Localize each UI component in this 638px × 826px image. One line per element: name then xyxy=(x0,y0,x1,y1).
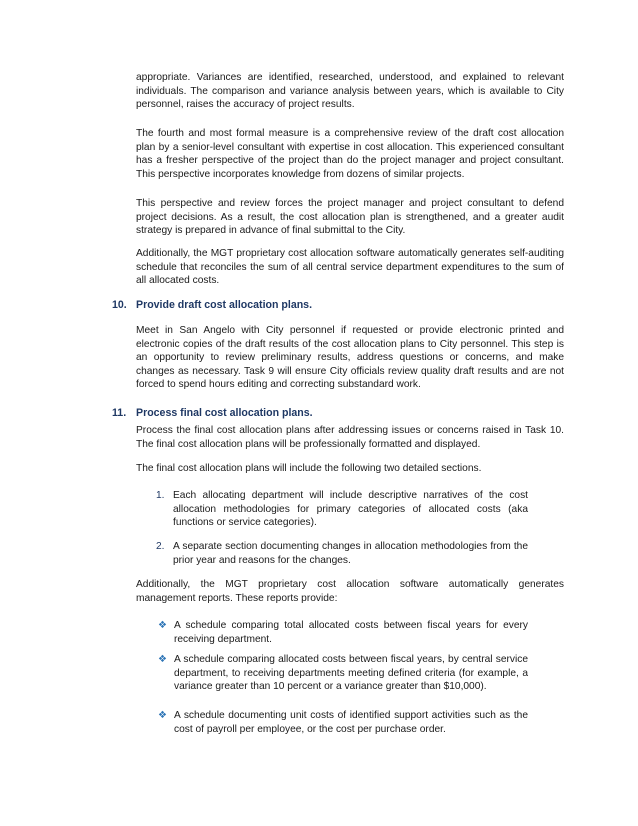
diamond-bullet-icon: ❖ xyxy=(158,710,167,721)
heading-number: 10. xyxy=(112,299,127,311)
paragraph-two-sections: The final cost allocation plans will include the following two detailed sections. xyxy=(136,463,482,474)
paragraph-draft-plans: Meet in San Angelo with City personnel if requested or provide electronic printed and electronic copies of the draft results of the cost allocation plans to City personnel. This step is an opportunity to review preliminary results, address questions or concerns, and make changes as necessary. Task 9 will ensure City officials review quality draft results and are not forced to spend hours editing and correcting substandard work. xyxy=(136,325,564,391)
list-text: A schedule comparing allocated costs between fiscal years, by central service department, to receiving departments meeting defined criteria (for example, a variance greater than 10 percent or a variance greater than $10,000). xyxy=(174,654,528,693)
list-text: Each allocating department will include descriptive narratives of the cost allocation methodologies for primary categories of allocated costs (aka functions or service categories). xyxy=(173,490,528,529)
list-item xyxy=(156,540,528,567)
heading-task-11 xyxy=(112,406,313,420)
list-item xyxy=(158,619,528,646)
paragraph-process-final: Process the final cost allocation plans after addressing issues or concerns raised in Task 10. The final cost allocation plans will be professionally formatted and displayed. xyxy=(136,425,564,450)
heading-number: 11. xyxy=(112,407,127,419)
paragraph-management-reports: Additionally, the MGT proprietary cost allocation software automatically generates management reports. These reports provide: xyxy=(136,579,564,604)
heading-task-10 xyxy=(112,298,312,312)
paragraph-defend-decisions: This perspective and review forces the project manager and project consultant to defend project decisions. As a result, the cost allocation plan is strengthened, and a greater audit strategy is prepared in advance of final submittal to the City. xyxy=(136,198,564,237)
paragraph-self-auditing: Additionally, the MGT proprietary cost allocation software automatically generates self-auditing schedule that reconciles the sum of all central service department expenditures to the sum of all allocated costs. xyxy=(136,248,564,287)
paragraph-formal-review: The fourth and most formal measure is a comprehensive review of the draft cost allocation plan by a senior-level consultant with expertise in cost allocation. This experienced consultant has a fresher perspective of the project than do the project manager and project consultant. This perspective incorporates knowledge from dozens of similar projects. xyxy=(136,128,564,180)
list-number: 1. xyxy=(156,490,165,501)
list-number: 2. xyxy=(156,541,165,552)
list-text: A schedule documenting unit costs of identified support activities such as the cost of payroll per employee, or the cost per purchase order. xyxy=(174,710,528,735)
list-item xyxy=(156,489,528,530)
diamond-bullet-icon: ❖ xyxy=(158,654,167,665)
diamond-bullet-icon: ❖ xyxy=(158,620,167,631)
heading-text: Process final cost allocation plans. xyxy=(136,407,313,419)
heading-text: Provide draft cost allocation plans. xyxy=(136,299,313,311)
list-text: A schedule comparing total allocated costs between fiscal years for every receiving department. xyxy=(174,620,528,645)
paragraph-variances: appropriate. Variances are identified, researched, understood, and explained to relevant individuals. The comparison and variance analysis between years, which is available to City personnel, raises the accuracy of project results. xyxy=(136,72,564,111)
list-text: A separate section documenting changes in allocation methodologies from the prior year and reasons for the changes. xyxy=(173,541,528,566)
list-item xyxy=(158,653,528,694)
list-item xyxy=(158,709,528,736)
